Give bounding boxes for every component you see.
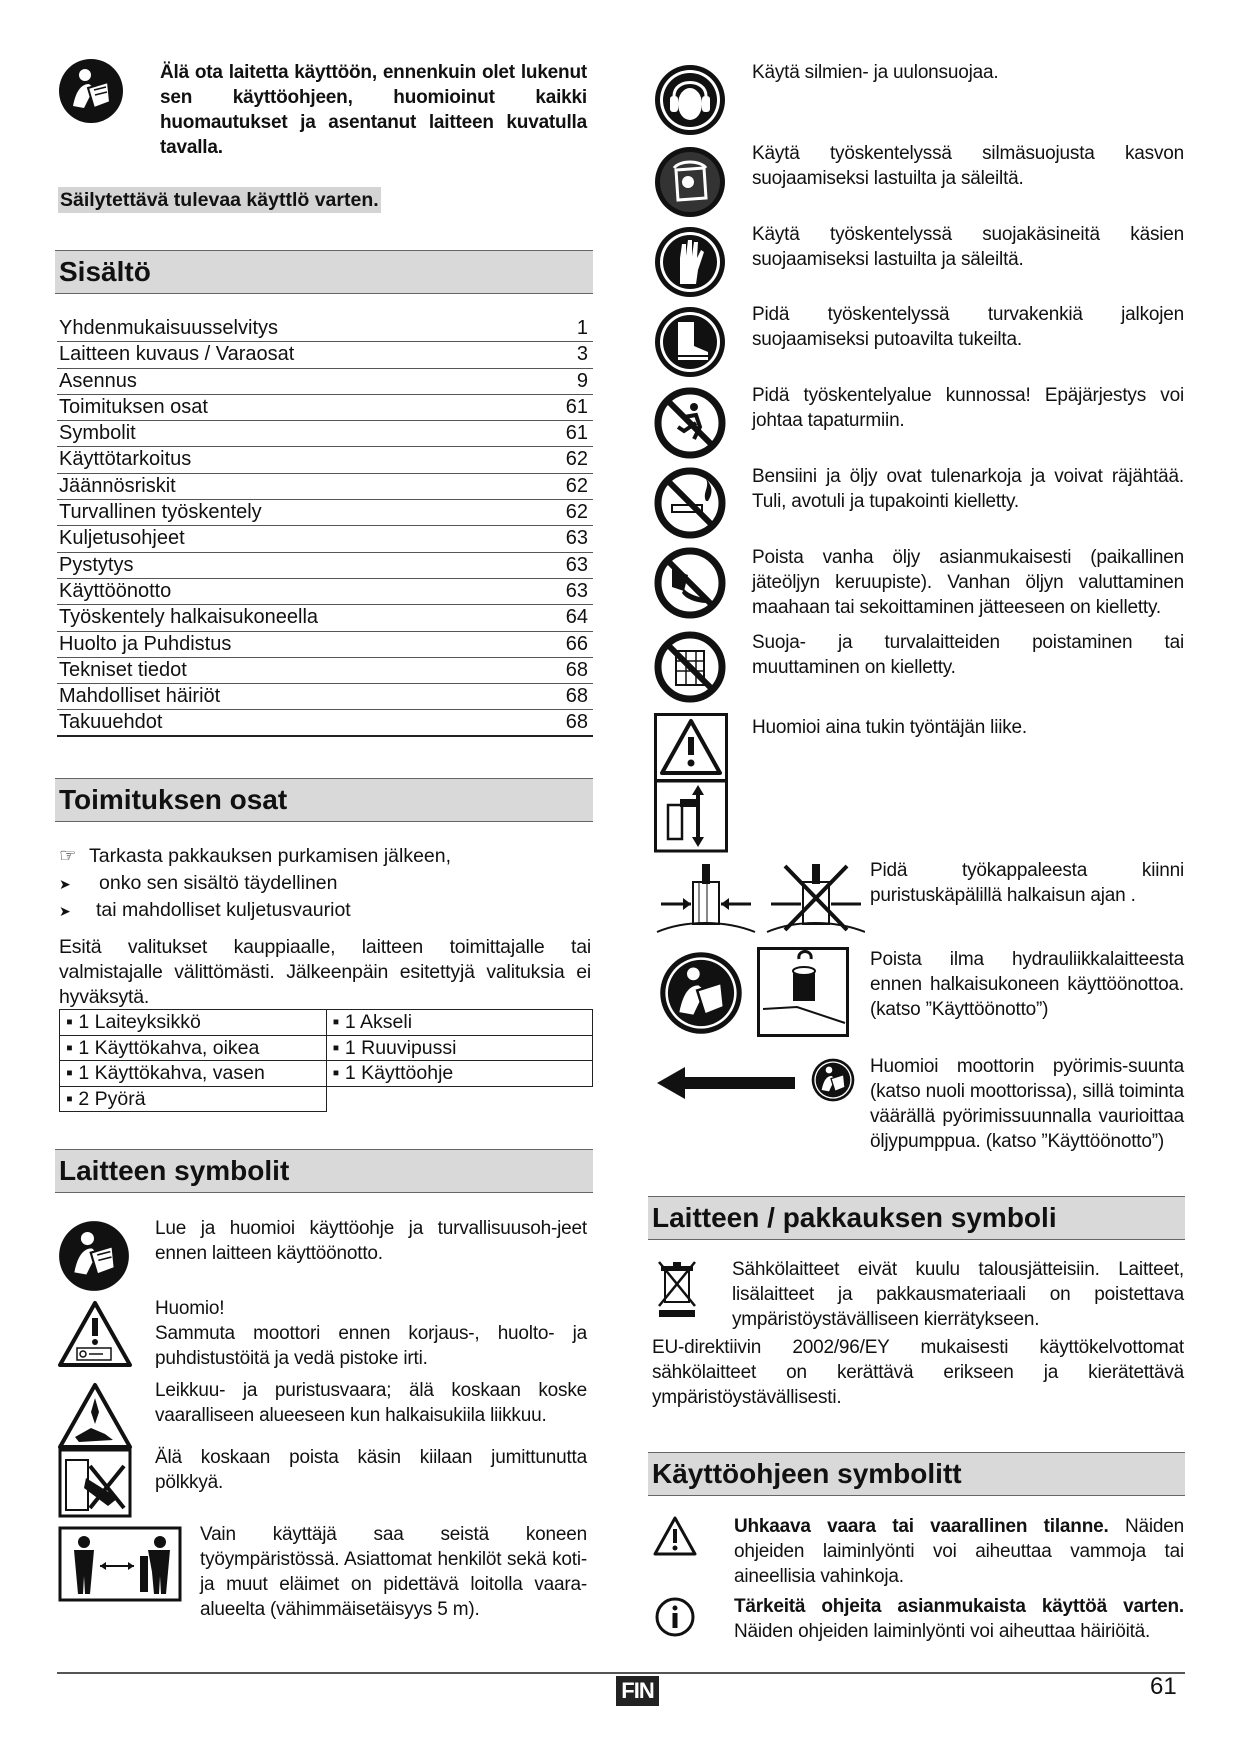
- symbol-cut-hazard-text: Leikkuu- ja puristusvaara; älä koskaan koske vaaralliseen alueeseen kun halkaisukiila liikkuu.: [155, 1380, 587, 1426]
- contents-label: Huolto ja Puhdistus: [59, 632, 232, 655]
- contents-page: 62: [565, 501, 588, 524]
- gloves-text: Käytä työskentelyssä suojakäsineitä käsien suojaamiseksi lastuilta ja säleiltä.: [752, 224, 1184, 270]
- delivery-bullet: ➤ tai mahdolliset kuljetusvauriot: [59, 898, 351, 924]
- page-number: 61: [1150, 1673, 1177, 1700]
- contents-label: Turvallinen työskentely: [59, 501, 262, 524]
- contents-page: 63: [565, 553, 588, 576]
- contents-row: [57, 316, 593, 342]
- contents-heading: Sisältö: [55, 250, 593, 294]
- delivery-item: ▪ 1 Ruuvipussi: [326, 1035, 593, 1061]
- contents-page: 68: [565, 711, 588, 734]
- contents-label: Työskentely halkaisukoneella: [59, 606, 319, 629]
- contents-row: [57, 658, 593, 684]
- cut-hazard-icon: [57, 1382, 133, 1450]
- check-line: ☞ Tarkasta pakkauksen purkamisen jälkeen,: [59, 845, 452, 867]
- contents-page: 61: [565, 422, 588, 445]
- contents-row: [57, 605, 593, 631]
- contents-table: [57, 316, 593, 737]
- contents-page: 63: [565, 579, 588, 602]
- delivery-paragraph: Esitä valitukset kauppiaalle, laitteen toimittajalle tai valmistajalle välittömästi. Jälkeenpäin esitettyjä valituksia ei hyväksytä.: [59, 936, 591, 1008]
- contents-page: 66: [565, 632, 588, 655]
- contents-label: Takuuehdot: [59, 711, 163, 734]
- no-fire-text: Bensiini ja öljy ovat tulenarkoja ja voivat räjähtää. Tuli, avotuli ja tupakointi kielletty.: [752, 466, 1184, 512]
- delivery-item: ▪ 2 Pyörä: [60, 1086, 327, 1112]
- contents-row: [57, 710, 593, 736]
- keep-note: Säilytettävä tulevaa käyttlö varten.: [60, 189, 379, 211]
- no-clutter-text: Pidä työskentelyalue kunnossa! Epäjärjestys voi johtaa tapaturmiin.: [752, 385, 1184, 431]
- arrow-bullet-icon: ➤: [59, 903, 71, 919]
- contents-row: [57, 474, 593, 500]
- warning-triangle-icon: [652, 1515, 698, 1557]
- delivery-bullet: ➤ onko sen sisältö täydellinen: [59, 871, 338, 897]
- manual-symbols-heading: Käyttöohjeen symbolitt: [648, 1452, 1185, 1496]
- contents-page: 61: [565, 395, 588, 418]
- delivery-items-table: [59, 1009, 593, 1112]
- hydraulic-bleed-icon: [757, 947, 849, 1037]
- arrow-left-icon: [655, 1063, 795, 1103]
- footer-divider: [57, 1672, 1185, 1674]
- keep-distance-icon: [58, 1526, 182, 1602]
- hydraulic-bleed-text: Poista ilma hydrauliikkalaitteesta ennen halkaisukoneen käyttöönottoa. (katso ”Käyttöönotto”): [870, 949, 1184, 1020]
- delivery-item: ▪ 1 Käyttöohje: [326, 1061, 593, 1087]
- intro-warning: Älä ota laitetta käyttöön, ennenkuin olet lukenut sen käyttöohjeen, huomioinut kaikki huomautukset ja asentanut laitteen kuvatulla tavalla.: [160, 62, 587, 158]
- pointing-hand-icon: ☞: [59, 845, 77, 867]
- arrow-bullet-icon: ➤: [59, 876, 71, 892]
- no-hand-removal-icon: [58, 1448, 132, 1518]
- contents-label: Kuljetusohjeet: [59, 527, 185, 550]
- contents-row: [57, 369, 593, 395]
- delivery-item: ▪ 1 Käyttökahva, oikea: [60, 1035, 327, 1061]
- warning-unplug-icon: [57, 1300, 133, 1368]
- danger-text: Uhkaava vaara tai vaarallinen tilanne. Näiden ohjeiden laiminlyönti voi aiheuttaa vammoja tai aineellisia vahinkoja.: [734, 1516, 1184, 1587]
- guard-removal-text: Suoja- ja turvalaitteiden poistaminen tai muuttaminen on kielletty.: [752, 632, 1184, 678]
- no-guard-removal-icon: [654, 631, 726, 703]
- info-icon: [654, 1596, 696, 1638]
- delivery-heading: Toimituksen osat: [55, 778, 593, 822]
- symbol-unplug-text: Sammuta moottori ennen korjaus-, huolto- ja puhdistustöitä ja vedä pistoke irti.: [155, 1323, 587, 1369]
- contents-page: 1: [576, 317, 588, 339]
- contents-label: Pystytys: [59, 553, 134, 576]
- contents-row: [57, 526, 593, 552]
- pusher-movement-text: Huomioi aina tukin työntäjän liike.: [752, 717, 1027, 738]
- read-manual-icon: [58, 1220, 130, 1292]
- contents-page: 62: [565, 474, 588, 497]
- ear-eye-protection-text: Käytä silmien- ja uulonsuojaa.: [752, 62, 999, 83]
- delivery-item: ▪ 1 Akseli: [326, 1010, 593, 1036]
- rotation-direction-text: Huomioi moottorin pyörimis-suunta (katso nuoli moottorissa), sillä toiminta väärällä pyörimissuunnalla vaurioittaa öljypumppua. (katso ”Käyttöönotto”): [870, 1056, 1184, 1152]
- contents-row: [57, 395, 593, 421]
- info-text: Tärkeitä ohjeita asianmukaista käyttöä varten. Näiden ohjeiden laiminlyönti voi aiheuttaa häiriöitä.: [734, 1596, 1184, 1642]
- read-manual-icon: [811, 1058, 855, 1102]
- contents-page: 68: [565, 685, 588, 708]
- contents-row: [57, 447, 593, 473]
- package-symbols-heading: Laitteen / pakkauksen symboli: [648, 1196, 1185, 1240]
- gloves-icon: [654, 226, 726, 298]
- delivery-item: ▪ 1 Laiteyksikkö: [60, 1010, 327, 1036]
- contents-row: [57, 579, 593, 605]
- weee-bin-icon: [655, 1260, 699, 1318]
- contents-page: 3: [576, 343, 588, 366]
- language-badge: FIN: [616, 1676, 659, 1706]
- safety-boots-text: Pidä työskentelyssä turvakenkiä jalkojen suojaamiseksi putoavilta tukeilta.: [752, 304, 1184, 350]
- weee-text: Sähkölaitteet eivät kuulu talousjätteisiin. Laitteet, lisälaitteet ja pakkausmateriaali on poistettava ympäristöystävälliseen kierrätykseen.: [732, 1259, 1184, 1330]
- contents-label: Symbolit: [59, 422, 136, 445]
- ear-eye-protection-icon: [654, 64, 726, 136]
- symbol-distance-text: Vain käyttäjä saa seistä koneen työympäristössä. Asiattomat henkilöt sekä koti-ja muut eläimet on pidettävä loitolla vaara-alueelta (vähimmäisetäisyys 5 m).: [200, 1524, 587, 1620]
- eu-directive-text: EU-direktiivin 2002/96/EY mukaisesti käyttökelvottomat sähkölaitteet on kerättävä erikseen ja kierätettävä ympäristöystävällisesti.: [652, 1337, 1184, 1408]
- contents-label: Tekniset tiedot: [59, 658, 187, 681]
- no-oil-dumping-icon: [654, 547, 726, 619]
- read-manual-icon: [58, 58, 124, 124]
- face-shield-text: Käytä työskentelyssä silmäsuojusta kasvon suojaamiseksi lastuilta ja säleiltä.: [752, 143, 1184, 189]
- device-symbols-heading: Laitteen symbolit: [55, 1149, 593, 1193]
- contents-label: Laitteen kuvaus / Varaosat: [59, 343, 295, 366]
- safety-boots-icon: [654, 306, 726, 378]
- contents-row: [57, 684, 593, 710]
- delivery-item: ▪ 1 Käyttökahva, vasen: [60, 1061, 327, 1087]
- symbol-read-manual-text: Lue ja huomioi käyttöohje ja turvallisuusoh-jeet ennen laitteen käyttöönotto.: [155, 1218, 587, 1264]
- contents-page: 68: [565, 658, 588, 681]
- contents-label: Jäännösriskit: [59, 474, 176, 497]
- oil-disposal-text: Poista vanha öljy asianmukaisesti (paikallinen jäteöljyn keruupiste). Vanhan öljyn valuttaminen maahaan tai sekoittaminen jätteeseen on kielletty.: [752, 547, 1184, 618]
- contents-page: 9: [576, 369, 588, 392]
- no-clutter-icon: [654, 387, 726, 459]
- contents-page: 63: [565, 527, 588, 550]
- symbol-no-hand-text: Älä koskaan poista käsin kiilaan jumittunutta pölkkyä.: [155, 1447, 587, 1493]
- contents-page: 64: [565, 606, 588, 629]
- no-fire-icon: [654, 467, 726, 539]
- contents-label: Käyttötarkoitus: [59, 448, 192, 471]
- contents-row: [57, 421, 593, 447]
- contents-label: Asennus: [59, 369, 137, 392]
- contents-row: [57, 632, 593, 658]
- contents-row: [57, 500, 593, 526]
- contents-label: Mahdolliset häiriöt: [59, 685, 221, 708]
- hold-workpiece-icon: [655, 860, 865, 938]
- pusher-movement-icon: [654, 713, 728, 853]
- contents-row: [57, 342, 593, 368]
- hold-workpiece-text: Pidä työkappaleesta kiinni puristuskäpälillä halkaisun ajan .: [870, 860, 1184, 906]
- contents-label: Yhdenmukaisuusselvitys: [59, 317, 278, 339]
- face-shield-icon: [654, 146, 726, 218]
- contents-page: 62: [565, 448, 588, 471]
- contents-row: [57, 553, 593, 579]
- symbol-attention-head: Huomio!: [155, 1298, 225, 1319]
- contents-label: Käyttöönotto: [59, 579, 172, 602]
- read-manual-icon: [659, 951, 743, 1035]
- contents-label: Toimituksen osat: [59, 395, 208, 418]
